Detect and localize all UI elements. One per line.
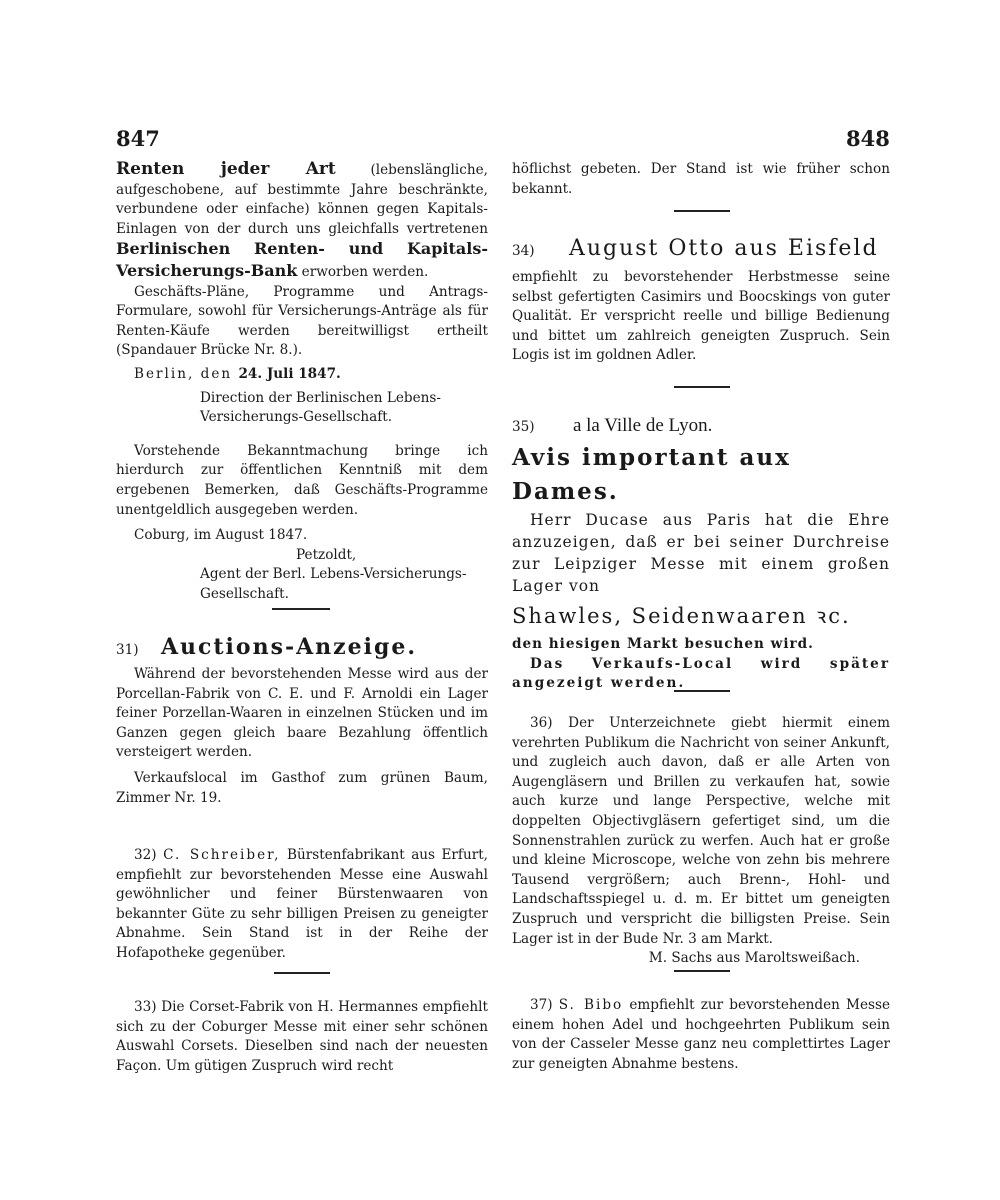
ad-33-continued [512,160,890,199]
separator-rule [674,690,730,692]
ad34-name: August Otto aus Eisfeld [568,236,879,261]
ad31-venue: Verkaufslocal im Gasthof zum grünen Baum, Zimmer Nr. 19. [116,769,488,806]
ad35-goods: Shawles, Seidenwaaren ꝛc. [512,604,851,628]
ad37-body: empfiehlt zur bevorstehenden Messe einem hohen Adel und hochgeehrten Publikum sein von der Casseler Messe ganz neu complettirtes Lager zur geneigten Abnahme bestens. [512,997,890,1072]
renten-bank: Berlinischen Renten- und Kapitals-Versicherungs-Bank [116,239,488,280]
ad-37 [512,996,890,1074]
ad36-body: Der Unterzeichnete giebt hiermit einem verehrten Publikum die Nachricht von seiner Ankunft, und zugleich auch davon, daß er alle Arten von Augengläsern und Brillen zu verkaufen hat, sowie auch kurze und lange Perspective, welche mit doppelten Objectivgläsern gefertiget sind, um die Sonnenstrahlen zurück zu werfen. Auch hat er große und kleine Microscope, welche von zehn bis mehrere Tausend vergrößern; auch Brenn-, Hohl- und Landschaftsspiegel u. d. m. Er bittet um geneigten Zuspruch und verspricht die billigsten Preise. Sein Lager ist in der Bude Nr. 3 am Markt. [512,715,890,947]
ad33-continuation: höflichst gebeten. Der Stand ist wie früher schon bekannt. [512,161,890,197]
ad35-body: Herr Ducase aus Paris hat die Ehre anzuzeigen, daß er bei seiner Durchreise zur Leipziger Messe mit einem großen Lager von [512,511,890,595]
renten-lead: Renten jeder Art [116,159,336,179]
renten-direction: Direction der Berlinischen Lebens-Versicherungs-Gesellschaft. [200,389,441,426]
renten-dateline: Berlin, den 24. Juli 1847. [134,365,341,382]
ad-32 [116,846,488,964]
renten-signer: Petzoldt, [296,546,357,563]
ad35-headline: Avis important aux Dames. [512,444,791,505]
separator-rule [274,972,330,974]
separator-rule [272,608,330,610]
ad37-text: 37) S. Bibo empfiehlt zur bevorstehenden Messe einem hohen Adel und hochgeehrten Publikum sein von der Casseler Messe ganz neu complettirtes Lager zur geneigten Abnahme bestens. [512,997,890,1072]
ad35-market: den hiesigen Markt besuchen wird. [512,636,814,652]
page-number-left: 847 [116,126,160,151]
ad35-later: Das Verkaufs-Local wird später angezeigt werden. [512,655,890,692]
renten-announcement: Vorstehende Bekanntmachung bringe ich hierdurch zur öffentlichen Kenntniß mit dem ergebenen Bemerken, daß Geschäfts-Programme unentgeldlich ausgegeben werden. [116,442,488,518]
renten-place: Coburg, im August 1847. [134,527,308,544]
ad34-heading-line: 34) August Otto aus Eisfeld [512,236,879,261]
ad37-name: S. Bibo [558,997,624,1013]
ad33-body: Die Corset-Fabrik von H. Hermannes empfiehlt sich zu der Coburger Messe mit einer sehr schönen Auswahl Corsets. Dieselben sind nach der neuesten Façon. Um gütigen Zuspruch wird recht [116,999,488,1074]
page-number-right: 848 [846,126,890,151]
ad34-body: empfiehlt zu bevorstehender Herbstmesse seine selbst gefertigten Casimirs und Boocskings von guter Qualität. Er verspricht reelle und billige Bedienung und bittet um zahlreich geneigten Zuspruch. Sein Logis ist im goldnen Adler. [512,269,890,364]
separator-rule [674,386,730,388]
ad32-body: Bürstenfabrikant aus Erfurt, empfiehlt zur bevorstehenden Messe eine Auswahl gewöhnlicher und feiner Bürstenwaaren von bekannter Güte zu sehr billigen Preisen zu geneigter Abnahme. Sein Stand ist in der Reihe der Hofapotheke gegenüber. [116,847,489,961]
ad-33 [116,998,488,1076]
ad36-text: 36) Der Unterzeichnete giebt hiermit einem verehrten Publikum die Nachricht von seiner Ankunft, und zugleich auch davon, daß er alle Arten von Augengläsern und Brillen zu verkaufen hat, sowie auch kurze und lange Perspective, welche mit doppelten Objectivgläsern gefertiget sind, um die Sonnenstrahlen zurück zu werfen. Auch hat er große und kleine Microscope, welche von zehn bis mehrere Tausend vergrößern; auch Brenn-, Hohl- und Landschaftsspiegel u. d. m. Er bittet um geneigten Zuspruch und verspricht die billigsten Preise. Sein Lager ist in der Bude Nr. 3 am Markt. [512,715,890,947]
ad-35 [512,412,890,694]
ad-34 [512,232,890,366]
ad36-signature: M. Sachs aus Maroltsweißach. [648,950,860,967]
renten-notice [116,160,488,604]
renten-agent: Agent der Berl. Lebens-Versicherungs-Gesellschaft. [200,566,467,602]
ad33-text: 33) Die Corset-Fabrik von H. Hermannes empfiehlt sich zu der Coburger Messe mit einer sehr schönen Auswahl Corsets. Dieselben sind nach der neuesten Façon. Um gütigen Zuspruch wird recht [116,999,488,1074]
renten-tail: erworben werden. [297,263,429,280]
ad35-title-line: 35) a la Ville de Lyon. [512,415,713,436]
ad31-heading-line [116,632,488,665]
ad-36 [512,714,890,969]
renten-paragraph [116,160,488,283]
ad-31 [116,632,488,808]
renten-body: (lebenslängliche, aufgeschobene, auf bestimmte Jahre beschränkte, verbundene oder einfache) können gegen Kapitals-Einlagen von der durch uns gleichfalls vertretenen [116,162,488,237]
renten-forms: Geschäfts-Pläne, Programme und Antrags-Formulare, sowohl für Versicherungs-Anträge als für Renten-Käufe werden bereitwilligst ertheilt (Spandauer Brücke Nr. 8.). [116,283,488,359]
separator-rule [674,970,730,972]
ad31-body: Während der bevorstehenden Messe wird aus der Porcellan-Fabrik von C. E. und F. Arnoldi ein Lager feiner Porzellan-Waaren in einzelnen Stücken und im Ganzen gegen gleich baare Bezahlung öffentlich versteigert werden. [116,666,488,761]
ad31-heading: Auctions-Anzeige. [160,634,418,660]
ad32-name: C. Schreiber, [163,847,281,863]
separator-rule [674,210,730,212]
ad31-number: 31) [116,642,139,658]
ad35-title: a la Ville de Lyon. [572,415,713,436]
ad32-text: 32) C. Schreiber, Bürstenfabrikant aus Erfurt, empfiehlt zur bevorstehenden Messe eine Auswahl gewöhnlicher und feiner Bürstenwaaren von bekannter Güte zu sehr billigen Preisen zu geneigter Abnahme. Sein Stand ist in der Reihe der Hofapotheke gegenüber. [116,847,489,961]
